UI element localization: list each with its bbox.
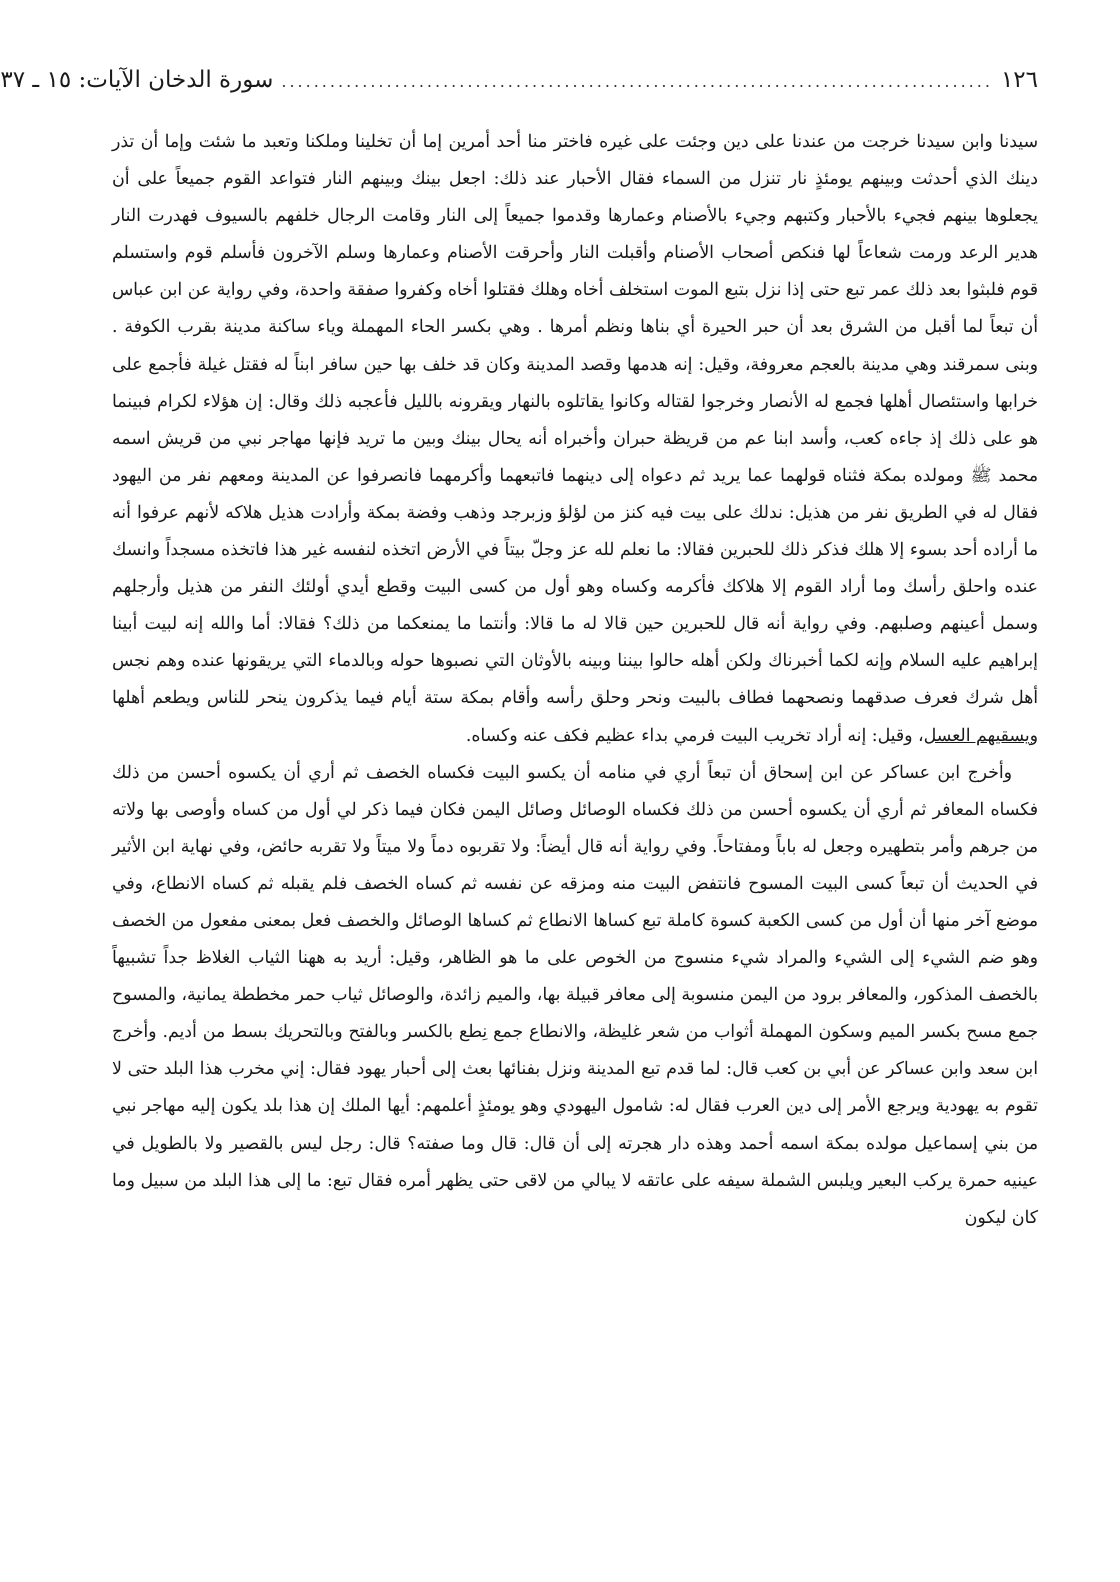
underlined-phrase: ويسقيهم العسل (923, 725, 1038, 746)
paragraph-1 (112, 124, 1038, 755)
book-page (0, 60, 1038, 1560)
paragraph-1-text-end: ، وقيل: إنه أراد تخريب البيت فرمي بداء عظيم فكف عنه وكساه. (465, 725, 924, 746)
paragraph-2 (112, 755, 1038, 1237)
header-dot-leader: ........................................................................................ (281, 72, 993, 91)
paragraph-1-text: سيدنا وابن سيدنا خرجت من عندنا على دين وجئت على غيره فاختر منا أحد أمرين إما أن تخلينا وملكنا وتعبد ما شئت وإما أن تذر دينك الذي أحدثت وبينهم يومئذٍ نار تنزل من السماء فقال الأحبار عند ذلك: اجعل بينك وبينهم النار فتواعد القوم جميعاً على أن يجعلوها بينهم فجيء بالأحبار وكتبهم وجيء بالأصنام وعمارها وقدموا جميعاً إلى النار وقامت الرجال خلفهم بالسيوف فهدرت النار هدير الرعد ورمت شعاعاً لها فنكص أصحاب الأصنام وأقبلت النار وأحرقت الأصنام وعمارها وسلم الآخرون فأسلم قوم واستسلم قوم فلبثوا بعد ذلك عمر تبع حتى إذا نزل بتبع الموت استخلف أخاه وهلك فقتلوا أخاه وكفروا صفقة واحدة، وفي رواية عن ابن عباس أن تبعاً لما أقبل من الشرق بعد أن حبر الحيرة أي بناها ونظم أمرها . وهي بكسر الحاء المهملة وياء ساكنة مدينة بقرب الكوفة . وبنى سمرقند وهي مدينة بالعجم معروفة، وقيل: إنه هدمها وقصد المدينة وكان قد خلف بها حين سافر ابناً له فقتل غيلة فأجمع على خرابها واستئصال أهلها فجمع له الأنصار وخرجوا لقتاله وكانوا يقاتلوه بالنهار ويقرونه بالليل فأعجبه ذلك وقال: إن هؤلاء لكرام فبينما هو على ذلك إذ جاءه كعب، وأسد ابنا عم من قريظة حبران وأخبراه أنه يحال بينك وبين ما تريد فإنها مهاجر نبي من قريش اسمه محمد ﷺ ومولده بمكة فثناه قولهما عما يريد ثم دعواه إلى دينهما فاتبعهما وأكرمهما فانصرفوا عن المدينة ومعهم نفر من اليهود فقال له في الطريق نفر من هذيل: ندلك على بيت فيه كنز من لؤلؤ وزبرجد وذهب وفضة بمكة وأرادت هذيل هلاكه لأنهم عرفوا أنه ما أراده أحد بسوء إلا هلك فذكر ذلك للحبرين فقالا: ما نعلم لله عز وجلّ بيتاً في الأرض اتخذه لنفسه غير هذا فاتخذه مسجداً وانسك عنده واحلق رأسك وما أراد القوم إلا هلاكك فأكرمه وكساه وهو أول من كسى البيت وقطع أيدي أولئك النفر من هذيل وأرجلهم وسمل أعينهم وصلبهم. وفي رواية أنه قال للحبرين حين قالا له ما قالا: وأنتما ما يمنعكما من ذلك؟ فقالا: أما والله إنه لبيت أبينا إبراهيم عليه السلام وإنه لكما أخبرناك ولكن أهله حالوا بيننا وبينه بالأوثان التي نصبوها حوله وبالدماء التي يريقونها عنده وهم نجس أهل شرك فعرف صدقهما ونصحهما فطاف بالبيت ونحر وحلق رأسه وأقام بمكة ستة أيام فيما يذكرون ينحر للناس ويطعم أهلها (112, 132, 1038, 709)
paragraph-2-text: وأخرج ابن عساكر عن ابن إسحاق أن تبعاً أري في منامه أن يكسو البيت فكساه الخصف ثم أري أن يكسوه أحسن من ذلك فكساه المعافر ثم أري أن يكسوه أحسن من ذلك فكساه الوصائل وصائل اليمن فكان فيما ذكر لي أول من كساه وأوصى بها ولاته من جرهم وأمر بتطهيره وجعل له باباً ومفتاحاً. وفي رواية أنه قال أيضاً: ولا تقربوه دماً ولا ميتاً ولا تقربه حائض، وفي نهاية ابن الأثير في الحديث أن تبعاً كسى البيت المسوح فانتفض البيت منه ومزقه عن نفسه ثم كساه الخصف فلم يقبله ثم كساه الانطاع، وفي موضع آخر منها أن أول من كسى الكعبة كسوة كاملة تبع كساها الانطاع ثم كساها الوصائل والخصف فعل بمعنى مفعول من الخصف وهو ضم الشيء إلى الشيء والمراد شيء منسوج من الخوص على ما هو الظاهر، وقيل: أريد به ههنا الثياب الغلاظ جداً تشبيهاً بالخصف المذكور، والمعافر برود من اليمن منسوبة إلى معافر قبيلة بها، والميم زائدة، والوصائل ثياب حمر مخططة يمانية، والمسوح جمع مسح بكسر الميم وسكون المهملة أثواب من شعر غليظة، والانطاع جمع نِطع بالكسر وبالفتح وبالتحريك بسط من أديم. وأخرج ابن سعد وابن عساكر عن أبي بن كعب قال: لما قدم تبع المدينة ونزل بفنائها بعث إلى أحبار يهود فقال: إني مخرب هذا البلد حتى لا تقوم به يهودية ويرجع الأمر إلى دين العرب فقال له: شامول اليهودي وهو يومئذٍ أعلمهم: أيها الملك إن هذا بلد يكون إليه مهاجر نبي من بني إسماعيل مولده بمكة اسمه أحمد وهذه دار هجرته إلى أن قال: قال وما صفته؟ قال: رجل ليس بالقصير ولا بالطويل في عينيه حمرة يركب البعير ويلبس الشملة سيفه على عاتقه لا يبالي من لاقى حتى يظهر أمره فقال تبع: ما إلى هذا البلد من سبيل وما كان ليكون (112, 762, 1038, 1228)
page-number: ١٢٦ (1000, 67, 1038, 93)
running-header (0, 60, 1038, 100)
body-text (112, 124, 1038, 1237)
surah-title: سورة الدخان الآيات: ١٥ ـ ٣٧ (0, 67, 274, 93)
